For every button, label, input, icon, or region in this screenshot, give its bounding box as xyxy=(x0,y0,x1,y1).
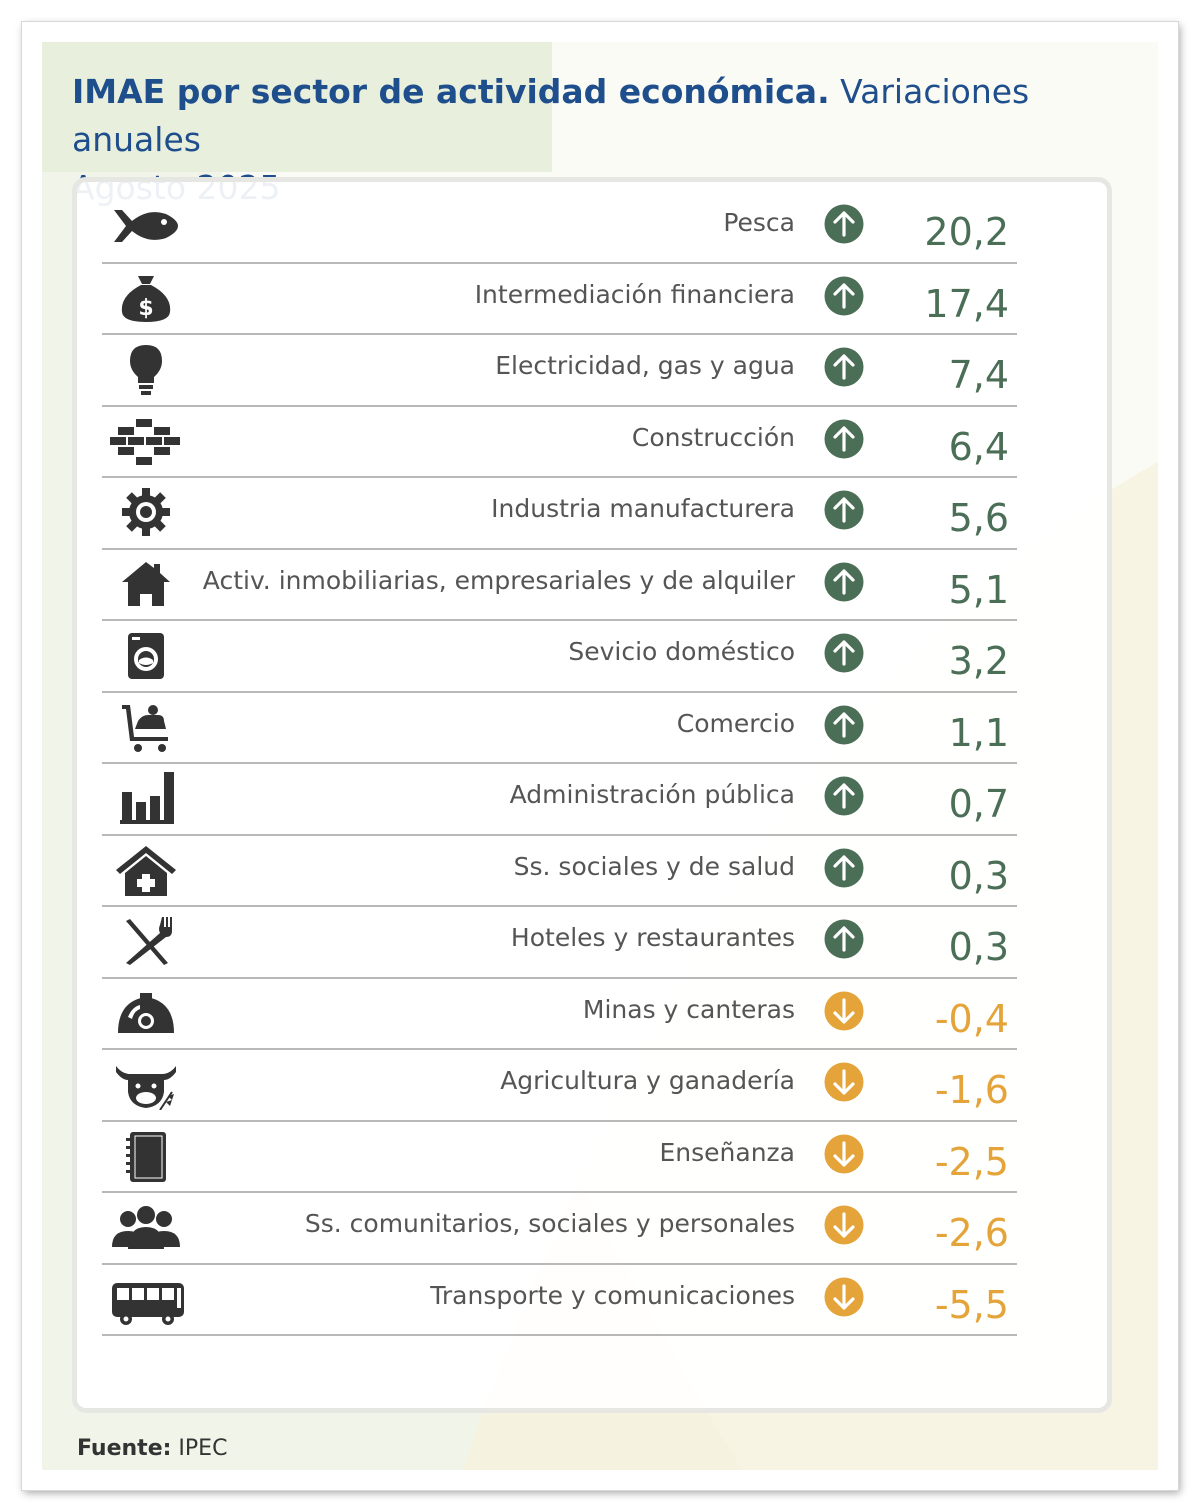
sector-label: Pesca xyxy=(723,208,795,237)
arrow-down-icon xyxy=(824,1062,864,1102)
sector-label: Hoteles y restaurantes xyxy=(510,923,795,952)
table-row xyxy=(102,190,1017,264)
sector-label: Construcción xyxy=(631,422,795,452)
table-row xyxy=(102,1048,1017,1122)
health-house-icon xyxy=(108,844,184,896)
sector-value: -1,6 xyxy=(934,1068,1009,1112)
sector-label: Sevicio doméstico xyxy=(568,637,795,666)
sector-label: Ss. comunitarios, sociales y personales xyxy=(304,1209,795,1238)
table-row xyxy=(102,548,1017,622)
table-row xyxy=(102,1191,1017,1265)
light-bulb-icon xyxy=(108,343,184,395)
bricks-icon xyxy=(108,415,184,467)
arrow-up-icon xyxy=(824,848,864,888)
table-row xyxy=(102,619,1017,693)
fish-icon xyxy=(108,200,184,252)
sector-value: 17,4 xyxy=(924,281,1009,326)
sector-value: -2,5 xyxy=(934,1139,1009,1184)
title-regular: Variaciones anuales xyxy=(72,72,1030,159)
cow-icon xyxy=(108,1058,184,1110)
arrow-down-icon xyxy=(824,1277,864,1317)
sector-label: Activ. inmobiliarias, empresariales y de alquiler xyxy=(202,565,795,595)
sector-value: 6,4 xyxy=(948,424,1009,469)
infographic-frame xyxy=(22,22,1178,1490)
sector-label: Agricultura y ganadería xyxy=(500,1066,795,1095)
sector-value: -5,5 xyxy=(934,1282,1009,1327)
arrow-up-icon xyxy=(824,919,864,959)
arrow-up-icon xyxy=(824,419,864,459)
sector-value: 5,1 xyxy=(948,567,1009,612)
bar-chart-icon xyxy=(108,772,184,824)
sector-label: Transporte y comunicaciones xyxy=(430,1280,795,1310)
sector-value: 20,2 xyxy=(924,210,1009,254)
sector-value: 7,4 xyxy=(948,353,1009,397)
sector-value: 0,3 xyxy=(948,853,1009,898)
title-bold: IMAE por sector de actividad económica. xyxy=(72,72,830,111)
source-note xyxy=(77,1436,227,1461)
arrow-up-icon xyxy=(824,562,864,602)
sector-label: Comercio xyxy=(676,708,795,738)
table-row xyxy=(102,405,1017,479)
sector-label: Administración pública xyxy=(509,780,795,809)
bus-icon xyxy=(108,1273,184,1325)
table-row xyxy=(102,834,1017,908)
sector-label: Ss. sociales y de salud xyxy=(513,851,795,881)
table-row xyxy=(102,1263,1017,1337)
source-label: Fuente: xyxy=(77,1436,172,1461)
sector-label: Electricidad, gas y agua xyxy=(495,351,795,380)
svg-text:$: $ xyxy=(138,295,154,321)
infographic-panel xyxy=(42,42,1158,1470)
arrow-up-icon xyxy=(824,705,864,745)
table-row xyxy=(102,476,1017,550)
table-row xyxy=(102,691,1017,765)
sector-value: -2,6 xyxy=(934,1211,1009,1255)
table-row xyxy=(102,977,1017,1051)
sector-label: Enseñanza xyxy=(659,1137,795,1167)
house-icon xyxy=(108,558,184,610)
table-row xyxy=(102,333,1017,407)
gear-icon xyxy=(108,486,184,538)
washing-machine-icon xyxy=(108,629,184,681)
arrow-up-icon xyxy=(824,347,864,387)
arrow-down-icon xyxy=(824,1205,864,1245)
sector-value: 1,1 xyxy=(948,710,1009,755)
sector-value: -0,4 xyxy=(934,996,1009,1041)
shopping-cart-icon xyxy=(108,701,184,753)
arrow-up-icon xyxy=(824,490,864,530)
table-row xyxy=(102,762,1017,836)
miner-helmet-icon xyxy=(108,987,184,1039)
sector-value: 0,7 xyxy=(948,782,1009,826)
sector-label: Minas y canteras xyxy=(582,994,795,1024)
table-row xyxy=(102,262,1017,336)
sector-value: 5,6 xyxy=(948,496,1009,540)
sector-label: Intermediación financiera xyxy=(474,279,795,309)
arrow-up-icon xyxy=(824,276,864,316)
arrow-up-icon xyxy=(824,204,864,244)
people-icon xyxy=(108,1201,184,1253)
table-row xyxy=(102,1120,1017,1194)
arrow-up-icon xyxy=(824,776,864,816)
table-row xyxy=(102,905,1017,979)
sector-value: 3,2 xyxy=(948,639,1009,683)
money-bag-icon xyxy=(108,272,184,324)
notebook-icon xyxy=(108,1130,184,1182)
arrow-down-icon xyxy=(824,991,864,1031)
arrow-up-icon xyxy=(824,633,864,673)
sector-value: 0,3 xyxy=(948,925,1009,969)
sector-label: Industria manufacturera xyxy=(491,494,795,523)
fork-knife-icon xyxy=(108,915,184,967)
source-value: IPEC xyxy=(178,1436,228,1461)
arrow-down-icon xyxy=(824,1134,864,1174)
